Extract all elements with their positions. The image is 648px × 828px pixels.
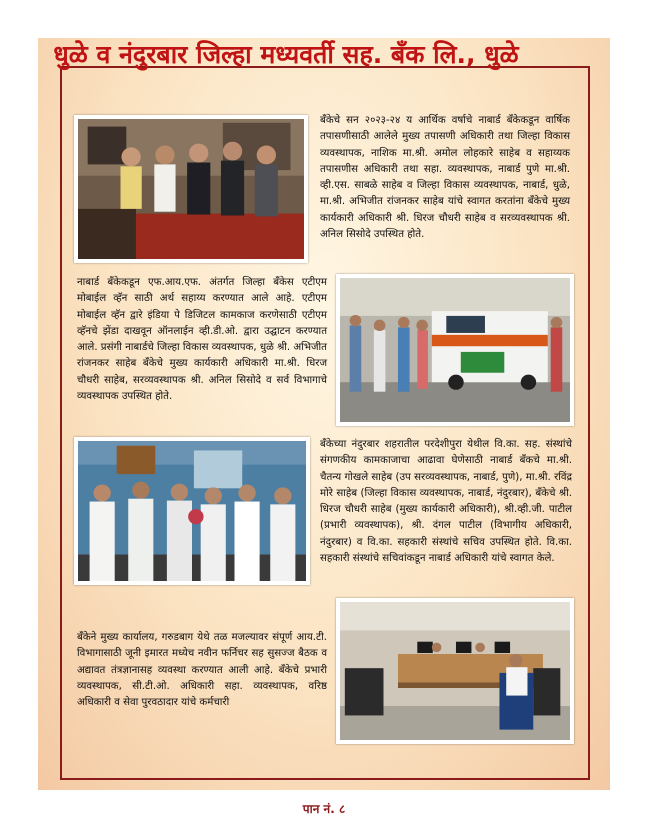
atm-van-flagoff-photo [336, 274, 574, 426]
society-felicitation-photo [74, 437, 310, 585]
page-number: पान नं. ८ [302, 802, 346, 816]
section-4-text: बँकेने मुख्य कार्यालय, गरुडबाग येथे तळ मजल्यावर संपूर्ण आय.टी. विभागासाठी जूनी इमारत मध्येच नवीन फर्निचर सह सुसज्ज बैठक व अद्यावत तंत्रज्ञानासह व्यवस्था करण्यात आली आहे. बँकेचे प्रभारी व्यवस्थापक, सी.टी.ओ. अधिकारी सहा. व्यवस्थापक, वरिष्ठ अधिकारी व सेवा पुरवठादार यांचे कर्मचारी [77, 632, 327, 709]
it-department-office-photo [336, 598, 574, 744]
section-3-text: बँकेच्या नंदुरबार शहरातील परदेशीपुरा येथील वि.का. सह. संस्थांचे संगणकीय कामकाजाचा आढावा घेणेसाठी नाबार्ड बँकचे मा.श्री. चैतन्य गोखले साहेब (उप सरव्यवस्थापक, नाबार्ड, पुणे), मा.श्री. रविंद्र मोरे साहेब (जिल्हा विकास व्यवस्थापक, नाबार्ड, नंदुरबार), बँकेचे श्री. धिरज चौधरी साहेब (मुख्य कार्यकारी अधिकारी), श्री.व्ही.जी. पाटील (प्रभारी व्यवस्थापक), श्री. दंगल पाटील (विभागीय अधिकारी, नंदुरबार) व वि.का. सहकारी संस्थांचे सचिव उपस्थित होते. वि.का. सहकारी संस्थांचे सचिवांकडून नाबार्ड अधिकारी यांचे स्वागत केले. [320, 439, 572, 565]
welcome-meeting-photo [74, 115, 308, 263]
section-2-text: नाबार्ड बँकेकडून एफ.आय.एफ. अंतर्गत जिल्हा बँकेस एटीएम मोबाईल व्हॅन साठी अर्थ सहाय्य करण्यात आले आहे. एटीएम मोबाईल व्हॅन द्वारे इंडिया पे डिजिटल कामकाज करणेसाठी एटीएम व्हॅनचे झेंडा दाखवून ऑनलाईन व्ही.डी.ओ. द्वारा उद्घाटन करण्यात आले. प्रसंगी नाबार्डचे जिल्हा विकास व्यवस्थापक, धुळे श्री. अभिजीत रांजनकर साहेब बँकेचे मुख्य कार्यकारी अधिकारी मा.श्री. धिरज चौधरी साहेब, सरव्यवस्थापक श्री. अनिल सिसोदे व सर्व विभागाचे व्यवस्थापक उपस्थित होते. [77, 277, 327, 403]
section-1-text: बँकेचे सन २०२३-२४ य आर्थिक वर्षाचे नाबार्ड बँकेकडून वार्षिक तपासणीसाठी आलेले मुख्य तपासणी अधिकारी तथा जिल्हा विकास व्यवस्थापक, नाशिक मा.श्री. अमोल लोहकारे साहेब व सहाय्यक तपासणीस अधिकारी तथा सहा. व्यवस्थापक, नाबार्ड पुणे मा.श्री. व्ही.एस. साबळे साहेब व जिल्हा विकास व्यवस्थापक, नाबार्ड, धुळे, मा.श्री. अभिजीत रांजनकर साहेब यांचे स्वागत करतांना बँकेचे मुख्य कार्यकारी अधिकारी श्री. धिरज चौधरी साहेब व सरव्यवस्थापक श्री. अनिल सिसोदे उपस्थित होते. [320, 115, 570, 241]
page-title: धुळे व नंदुरबार जिल्हा मध्यवर्ती सह. बँक लि., धुळे [53, 40, 519, 69]
